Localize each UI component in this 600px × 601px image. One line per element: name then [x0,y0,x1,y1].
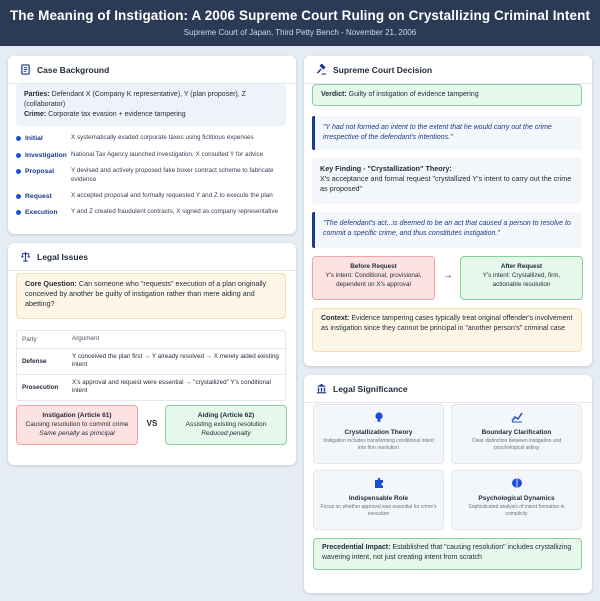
case-background-title: Case Background [37,64,110,75]
timeline-label: Investigation [25,152,67,159]
timeline-label: Proposal [25,168,55,175]
timeline-text: X accepted proposal and formally requested Y and Z to execute the plan [71,192,273,199]
timeline-item [16,167,288,184]
timeline-dot [16,153,21,158]
context-text: Evidence tampering cases typically treat original offender's involvement as instigation since they cannot be principal in "another person's" criminal case [321,315,573,332]
significance-title: Legal Significance [333,383,408,394]
arrow-right-icon: → [443,270,453,281]
table-row [17,349,285,375]
chart-line-icon [511,411,523,423]
key-finding-text: X's acceptance and formal request "crystallized Y's intent to carry out the crime as proposed" [320,174,572,194]
timeline-dot [16,136,21,141]
timeline-item [16,151,288,160]
table-cell-party: Prosecution [22,383,59,391]
courthouse-icon [316,383,327,394]
timeline-text: National Tax Agency launched investigation, X consulted Y for advice [71,151,264,158]
significance-header [304,375,592,403]
timeline-label: Execution [25,209,58,216]
table-header-argument: Argument [72,335,100,342]
arguments-table [16,330,286,401]
table-row [17,375,285,400]
core-question-text: Can someone who "requests" execution of a plan originally conceived by another be guilty of instigation rather than mere aiding and abetting? [25,279,267,309]
before-request-title: Before Request [350,263,397,270]
decision-header [304,56,592,84]
timeline-label: Request [25,193,52,200]
page-title: The Meaning of Instigation: A 2006 Supreme Court Ruling on Crystallizing Criminal Intent [9,8,591,23]
timeline-item [16,192,288,201]
significance-item-title: Indispensable Role [348,495,409,502]
parties-box [16,84,286,126]
key-finding-label: Key Finding - "Crystallization" Theory: [320,164,452,173]
significance-item [313,404,444,464]
timeline-item [16,208,288,217]
parties-text: Defendant X (Company K representative), Y (plan proposer), Z (collaborator) [24,91,246,108]
timeline-text: Y devised and actively proposed fake boxer contract scheme to fabricate evidence [71,167,274,183]
impact-text: Established that "causing resolution" includes crystallizing wavering intent, not just creating intent from scratch [322,544,572,561]
impact-box [313,538,582,570]
before-request-line1: Y's intent: Conditional, provisional, [325,271,422,279]
vs-label: VS [146,419,158,428]
significance-item-title: Crystallization Theory [344,429,413,436]
context-label: Context: [321,315,350,322]
verdict-label: Verdict: [321,91,347,98]
significance-item-title: Psychological Dynamics [478,495,555,502]
timeline-text: Y and Z created fraudulent contracts, X signed as company representative [71,208,279,215]
significance-item-title: Boundary Clarification [481,429,552,436]
quote-causation: "The defendant's act...is deemed to be an act that caused a person to resolve to commit a specific crime, and thus constitutes instigation." [312,212,582,248]
verdict-text: Guilty of instigation of evidence tampering [348,91,479,98]
significance-item-desc: Focus on whether approval was essential for crime's execution [320,504,437,517]
core-question-box [16,273,286,319]
instigation-line2: Same penalty as principal [39,430,115,438]
crime-label: Crime: [24,110,47,118]
legal-issues-title: Legal Issues [37,251,89,262]
significance-item-desc: Instigation includes transforming conditional intent into firm resolution [323,438,434,451]
after-request-box [460,256,583,300]
after-request-line2: actionable resolution [492,280,551,288]
aiding-box [165,405,287,445]
core-question-label: Core Question: [25,279,77,288]
parties-label: Parties: [24,91,50,98]
brain-icon [511,477,523,489]
table-header-party: Party [22,335,37,343]
aiding-line2: Reduced penalty [201,430,251,438]
impact-label: Precedential Impact: [322,544,391,551]
gavel-icon [316,64,327,75]
timeline-label: Initial [25,135,43,142]
quote-intent: "Y had not formed an intent to the extent that he would carry out the crime irrespective of the defendant's intentions." [312,116,582,150]
aiding-title: Aiding (Article 62) [197,412,255,419]
lightbulb-icon [373,411,385,423]
page-header [0,0,600,46]
puzzle-icon [373,477,385,489]
document-icon [20,64,31,75]
key-finding-box [312,158,582,204]
significance-item-desc: Sophisticated analysis of intent formation in complicity [468,504,565,517]
table-header-row [17,331,285,349]
instigation-line1: Causing resolution to commit crime [25,421,129,429]
verdict-box [312,84,582,106]
before-request-box [312,256,435,300]
timeline-dot [16,194,21,199]
case-background-header [8,56,296,84]
timeline-dot [16,169,21,174]
table-cell-argument: Y conceived the plan first → Y already resolved → X merely aided existing intent [72,352,279,368]
legal-issues-header [8,243,296,271]
significance-item-desc: Clear distinction between instigation and psychological aiding [471,438,562,451]
after-request-title: After Request [500,263,543,270]
timeline-text: X systematically evaded corporate taxes using fictitious expenses [71,134,254,141]
timeline-item [16,134,288,143]
instigation-box [16,405,138,445]
context-box [312,308,582,352]
significance-item [451,404,582,464]
instigation-title: Instigation (Article 61) [42,412,112,419]
table-cell-argument: X's approval and request were essential → "crystallized" Y's conditional intent [72,378,271,394]
after-request-line1: Y's intent: Crystallized, firm, [482,271,561,279]
scales-icon [20,251,31,262]
timeline-dot [16,210,21,215]
aiding-line1: Assisting existing resolution [185,421,267,429]
significance-item [451,470,582,530]
decision-title: Supreme Court Decision [333,64,433,75]
table-cell-party: Defense [22,357,47,365]
significance-item [313,470,444,530]
before-request-line2: dependent on X's approval [336,280,411,288]
page-subtitle: Supreme Court of Japan, Third Petty Bench - November 21, 2006 [183,28,417,37]
crime-text: Corporate tax evasion + evidence tampering [48,110,186,118]
